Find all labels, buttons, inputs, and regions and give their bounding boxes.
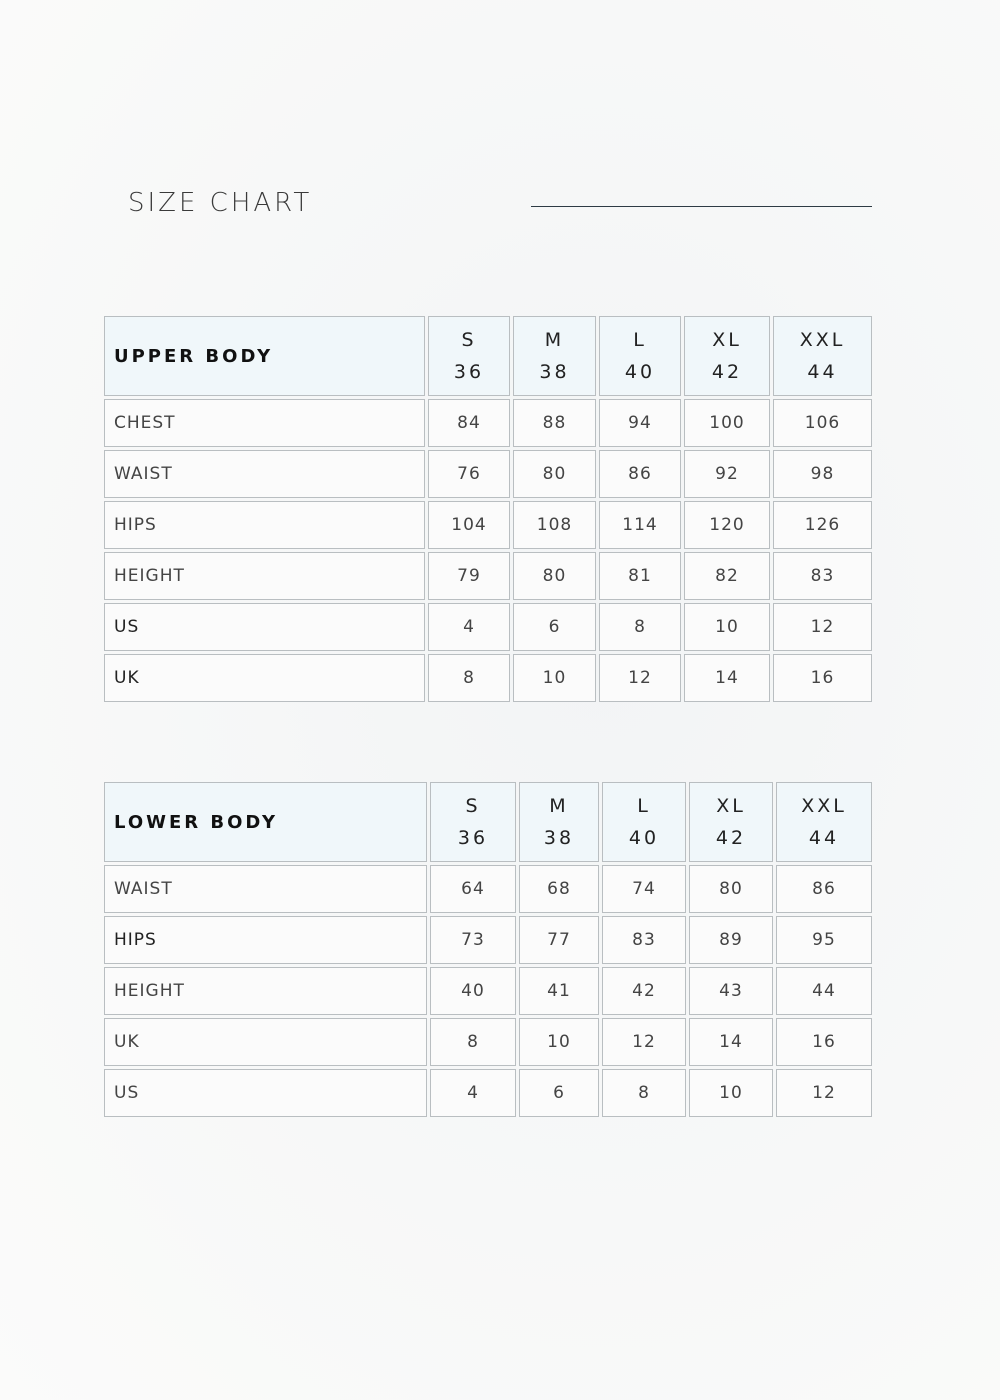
table-cell: 83: [773, 552, 872, 600]
lower-body-table: [104, 782, 872, 1120]
table-cell: 73: [430, 916, 516, 964]
table-cell: 86: [776, 865, 872, 913]
table-cell: 81: [599, 552, 681, 600]
upper-col-xl: [684, 316, 770, 396]
row-label: UK: [104, 1018, 427, 1066]
table-cell: 126: [773, 501, 872, 549]
table-cell: 76: [428, 450, 510, 498]
lower-col-s: [430, 782, 516, 862]
table-cell: 14: [689, 1018, 773, 1066]
size-number: 40: [628, 827, 660, 849]
size-letter: S: [461, 329, 477, 351]
size-letter: L: [637, 795, 651, 817]
table-cell: 4: [430, 1069, 516, 1117]
row-label: HIPS: [104, 916, 427, 964]
row-label: UK: [104, 654, 425, 702]
table-row: [104, 865, 872, 913]
table-cell: 94: [599, 399, 681, 447]
table-cell: 106: [773, 399, 872, 447]
table-cell: 41: [519, 967, 599, 1015]
row-label: WAIST: [104, 450, 425, 498]
table-cell: 98: [773, 450, 872, 498]
table-row: [104, 450, 872, 498]
table-row: [104, 967, 872, 1015]
row-label: US: [104, 603, 425, 651]
table-row: [104, 603, 872, 651]
table-cell: 12: [602, 1018, 686, 1066]
size-letter: XL: [716, 795, 746, 817]
table-cell: 10: [684, 603, 770, 651]
upper-col-xxl: [773, 316, 872, 396]
size-letter: XL: [712, 329, 742, 351]
table-row: [104, 1069, 872, 1117]
upper-col-l: [599, 316, 681, 396]
upper-body-heading: UPPER BODY: [114, 345, 274, 367]
upper-heading-cell: [104, 316, 425, 396]
lower-col-xxl: [776, 782, 872, 862]
table-row: [104, 916, 872, 964]
table-cell: 114: [599, 501, 681, 549]
row-label: US: [104, 1069, 427, 1117]
table-row: [104, 552, 872, 600]
size-number: 38: [539, 361, 570, 383]
table-cell: 77: [519, 916, 599, 964]
table-cell: 12: [776, 1069, 872, 1117]
table-cell: 43: [689, 967, 773, 1015]
lower-col-l: [602, 782, 686, 862]
table-cell: 74: [602, 865, 686, 913]
size-letter: XXL: [799, 329, 846, 351]
table-cell: 79: [428, 552, 510, 600]
table-cell: 95: [776, 916, 872, 964]
table-cell: 10: [689, 1069, 773, 1117]
size-number: 42: [715, 827, 747, 849]
upper-col-s: [428, 316, 510, 396]
size-number: 38: [543, 827, 575, 849]
table-cell: 86: [599, 450, 681, 498]
table-row: [104, 399, 872, 447]
page-title: SIZE CHART: [128, 188, 313, 218]
title-rule: [531, 206, 872, 207]
upper-col-m: [513, 316, 596, 396]
table-cell: 14: [684, 654, 770, 702]
row-label: HEIGHT: [104, 967, 427, 1015]
lower-header-row: [104, 782, 872, 862]
table-cell: 68: [519, 865, 599, 913]
size-letter: XXL: [801, 795, 847, 817]
table-cell: 80: [689, 865, 773, 913]
table-cell: 92: [684, 450, 770, 498]
row-label: HIPS: [104, 501, 425, 549]
lower-col-xl: [689, 782, 773, 862]
size-number: 44: [807, 361, 838, 383]
table-cell: 80: [513, 450, 596, 498]
table-cell: 88: [513, 399, 596, 447]
lower-heading-cell: [104, 782, 427, 862]
size-number: 40: [624, 361, 656, 383]
table-cell: 89: [689, 916, 773, 964]
table-cell: 40: [430, 967, 516, 1015]
lower-body-heading: LOWER BODY: [114, 811, 279, 833]
table-cell: 104: [428, 501, 510, 549]
size-letter: L: [633, 329, 647, 351]
table-row: [104, 501, 872, 549]
table-cell: 12: [599, 654, 681, 702]
size-letter: M: [549, 795, 569, 817]
size-number: 44: [808, 827, 840, 849]
upper-header-row: [104, 316, 872, 396]
row-label: HEIGHT: [104, 552, 425, 600]
row-label: CHEST: [104, 399, 425, 447]
table-cell: 16: [773, 654, 872, 702]
table-cell: 84: [428, 399, 510, 447]
table-cell: 64: [430, 865, 516, 913]
table-cell: 82: [684, 552, 770, 600]
row-label: WAIST: [104, 865, 427, 913]
table-cell: 12: [773, 603, 872, 651]
table-cell: 10: [513, 654, 596, 702]
size-letter: S: [465, 795, 481, 817]
size-number: 36: [453, 361, 485, 383]
table-row: [104, 654, 872, 702]
table-cell: 4: [428, 603, 510, 651]
table-cell: 108: [513, 501, 596, 549]
table-cell: 42: [602, 967, 686, 1015]
size-number: 36: [457, 827, 489, 849]
lower-col-m: [519, 782, 599, 862]
table-cell: 8: [602, 1069, 686, 1117]
table-cell: 120: [684, 501, 770, 549]
table-cell: 16: [776, 1018, 872, 1066]
table-cell: 83: [602, 916, 686, 964]
table-cell: 44: [776, 967, 872, 1015]
table-cell: 8: [599, 603, 681, 651]
size-number: 42: [711, 361, 743, 383]
table-cell: 6: [513, 603, 596, 651]
table-cell: 8: [430, 1018, 516, 1066]
table-cell: 8: [428, 654, 510, 702]
upper-body-table: [104, 316, 872, 705]
size-letter: M: [544, 329, 565, 351]
table-cell: 6: [519, 1069, 599, 1117]
table-row: [104, 1018, 872, 1066]
table-cell: 100: [684, 399, 770, 447]
table-cell: 10: [519, 1018, 599, 1066]
table-cell: 80: [513, 552, 596, 600]
